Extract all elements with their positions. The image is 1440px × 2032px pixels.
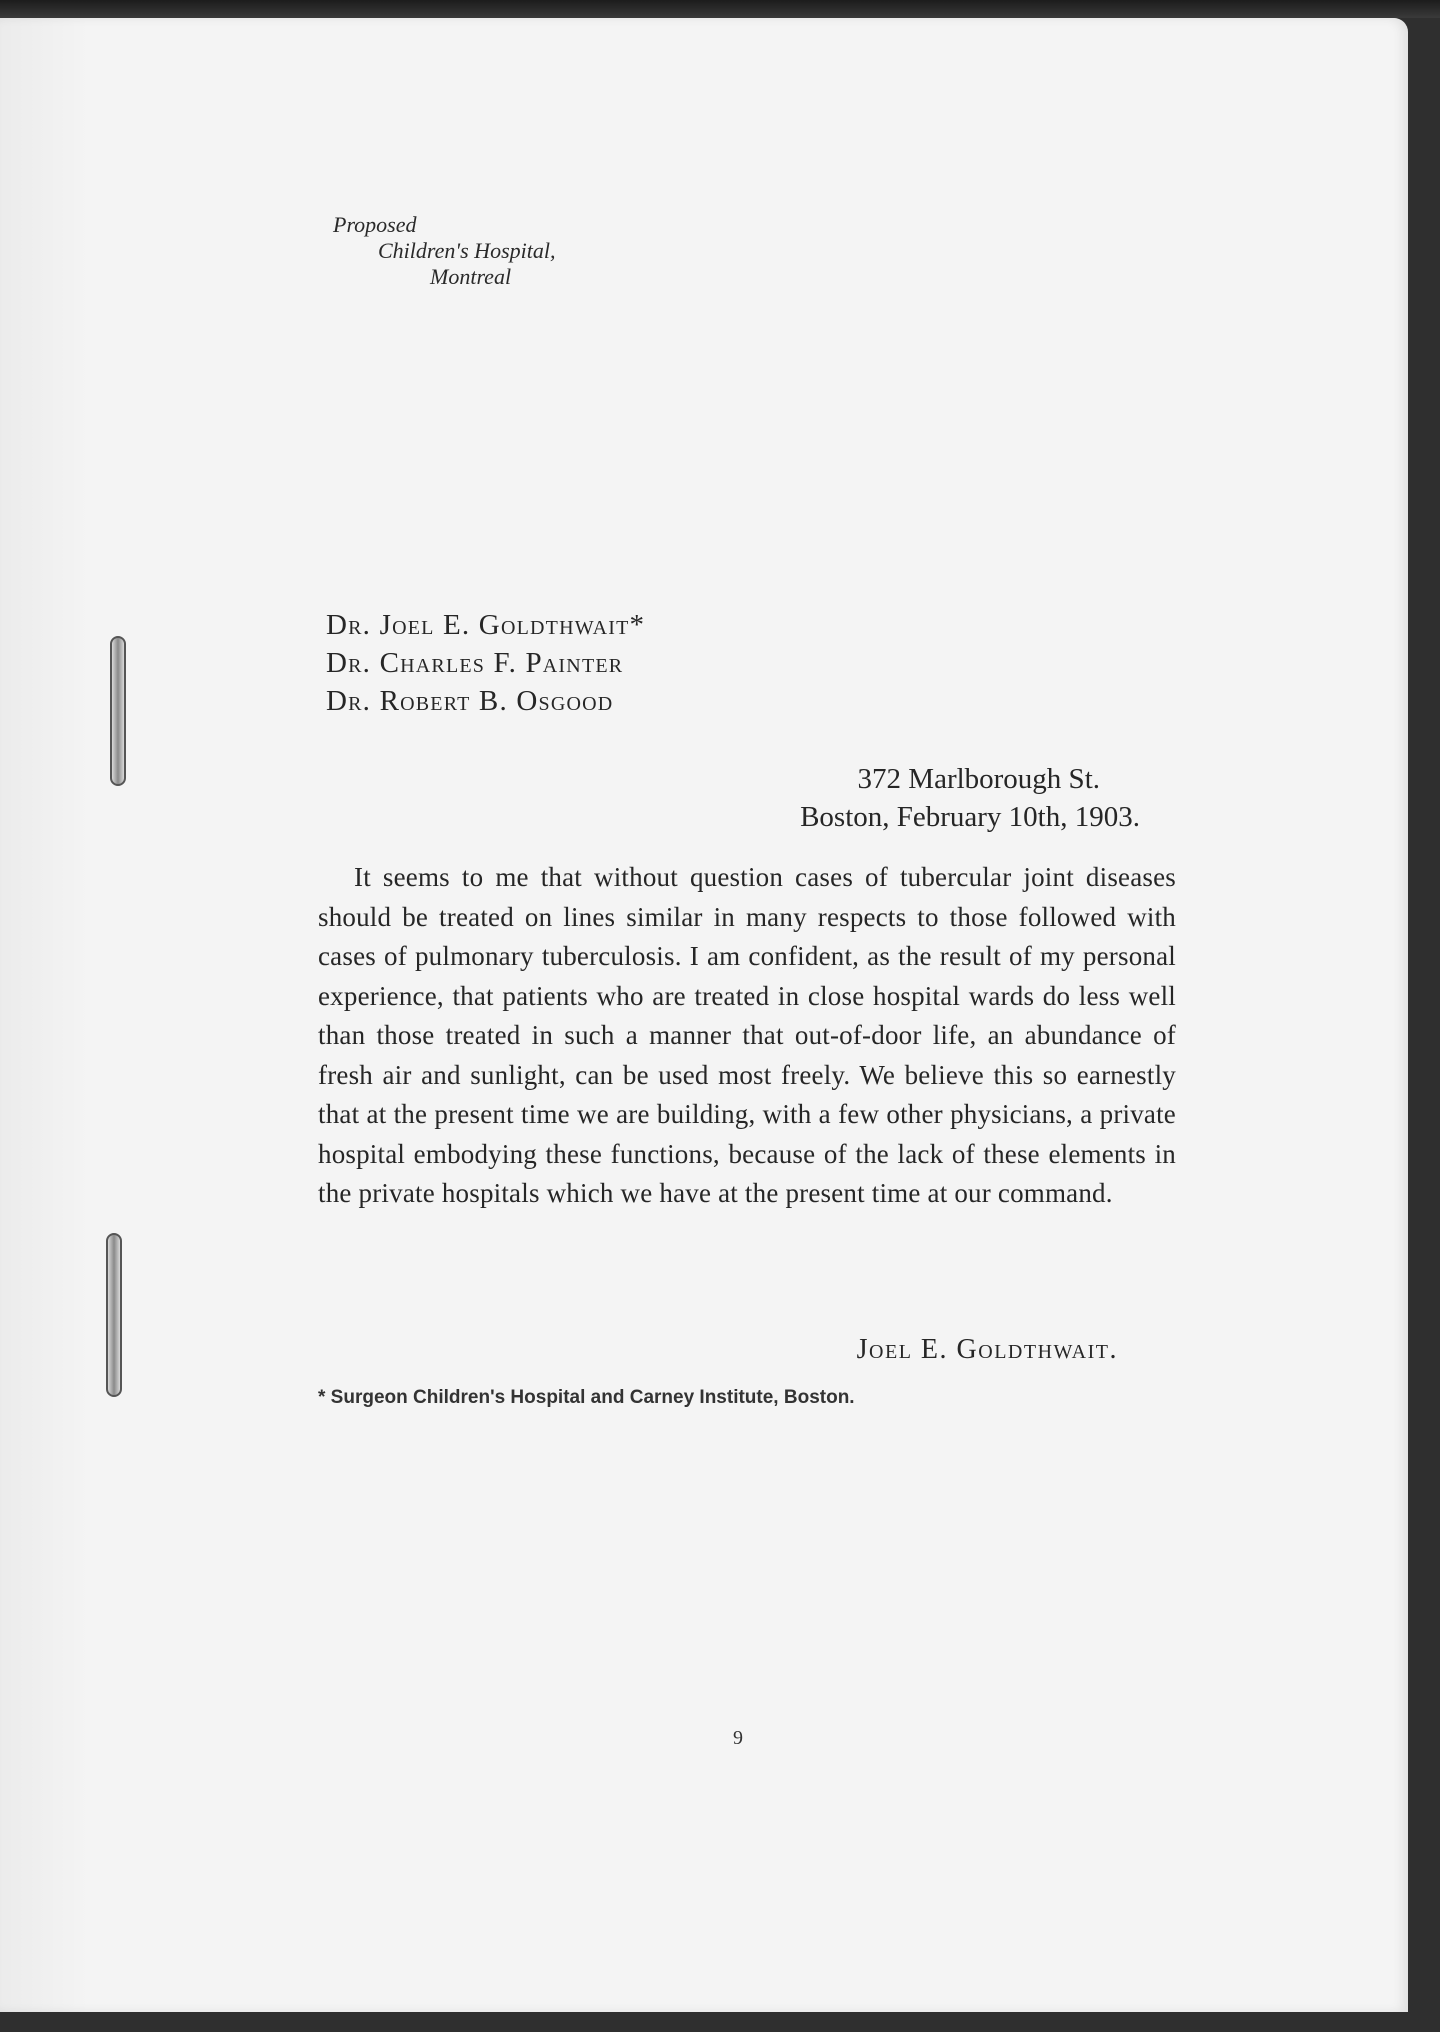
addressee-1: Dr. Joel E. Goldthwait* (326, 609, 646, 641)
footnote: * Surgeon Children's Hospital and Carney Institute, Boston. (318, 1387, 855, 1408)
letterhead-line-1: Proposed (333, 212, 417, 237)
letterhead-line-2: Children's Hospital, (378, 238, 556, 263)
scan-shadow (0, 18, 90, 2012)
letter-body: It seems to me that without question cases of tubercular joint diseases should be treated on lines similar in many respects to those followed with cases of pulmonary tuberculosis. I am confident, as the result of my personal experience, that patients who are treated in close hospital wards do less well than those treated in such a manner that out-of-door life, an abundance of fresh air and sunlight, can be used most freely. We believe this so earnestly that at the present time we are building, with a few other physicians, a private hospital embodying these functions, because of the lack of these elements in the private hospitals which we have at the present time at our command. (318, 862, 1176, 1208)
addressee-2: Dr. Charles F. Painter (326, 647, 624, 679)
addressee-list (326, 606, 645, 720)
signature: Joel E. Goldthwait. (856, 1334, 1118, 1365)
letterhead-note (333, 212, 555, 290)
binding-staple-bottom (106, 1233, 122, 1397)
letterhead-line-3: Montreal (430, 264, 512, 289)
addressee-3: Dr. Robert B. Osgood (326, 685, 614, 717)
sender-address (800, 760, 1140, 836)
scan-top-edge (0, 0, 1440, 18)
street-address: 372 Marlborough St. (857, 763, 1100, 795)
binding-staple-top (110, 636, 126, 786)
page-number: 9 (733, 1727, 743, 1749)
city-date: Boston, February 10th, 1903. (800, 801, 1140, 833)
